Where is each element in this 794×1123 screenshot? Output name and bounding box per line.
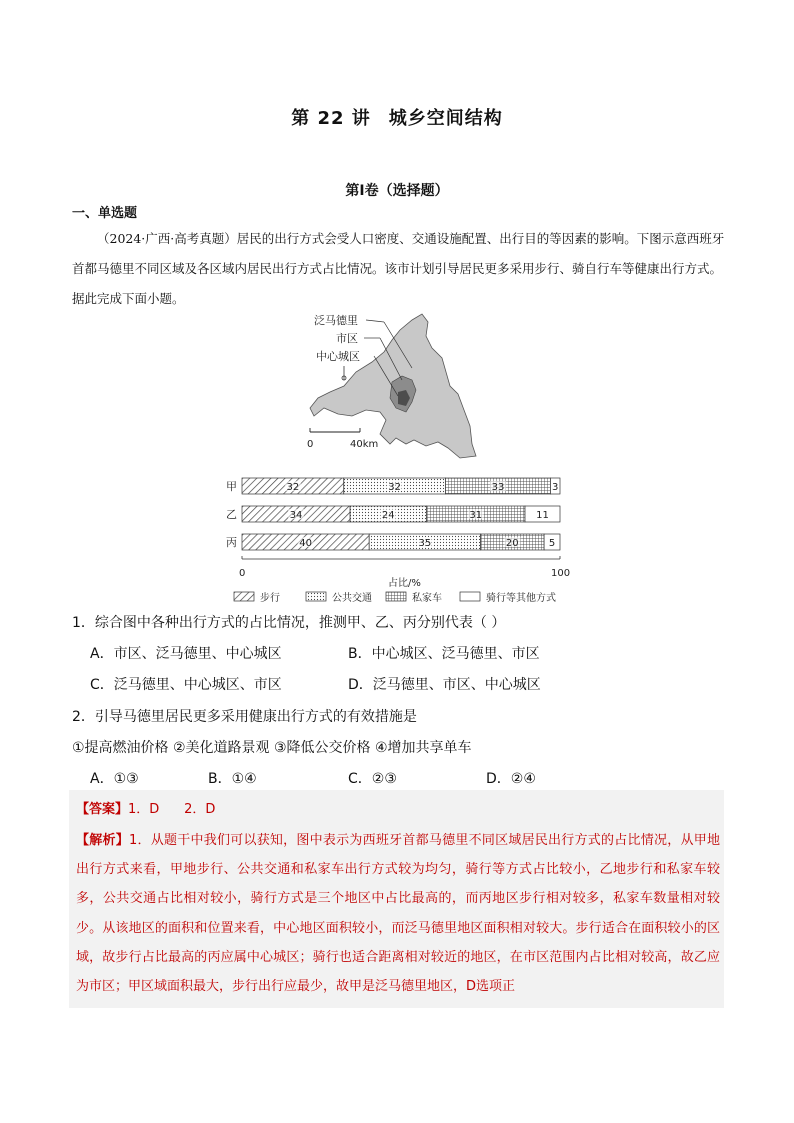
question-intro: （2024·广西·高考真题）居民的出行方式会受人口密度、交通设施配置、出行目的等因素的影响。下图示意西班牙首都马德里不同区域及各区域内居民出行方式占比情况。该市计划引导居民更多采用步行、骑自行车等健康出行方式。据此完成下面小题。 [72, 231, 725, 306]
page-title [0, 104, 794, 130]
section-heading: 一、单选题 [72, 206, 138, 221]
data-label-2-1: 35 [418, 538, 432, 549]
legend-swatch-3 [460, 592, 480, 601]
q2-option-a[interactable]: A．①③ [90, 771, 139, 787]
lecture-title: 城乡空间结构 [388, 108, 503, 129]
answer-line [76, 798, 215, 817]
data-label-2-3: 5 [548, 538, 556, 549]
legend-label-0: 步行 [260, 593, 280, 604]
data-label-1-3: 11 [536, 510, 549, 521]
data-label-1-1: 24 [381, 510, 395, 521]
q2-option-b[interactable]: B．①④ [208, 771, 257, 787]
data-label-0-3: 3 [552, 482, 559, 493]
legend-label-2: 私家车 [412, 593, 442, 604]
legend-swatch-2 [386, 592, 406, 601]
q2-option-c[interactable]: C．②③ [348, 771, 397, 787]
q1-option-c[interactable]: C．泛马德里、中心城区、市区 [90, 677, 282, 693]
scale-zero: 0 [307, 439, 314, 450]
legend-swatch-0 [234, 592, 254, 601]
data-label-0-2: 33 [491, 482, 505, 493]
madrid-map [300, 308, 500, 468]
question-2-stem: 2．引导马德里居民更多采用健康出行方式的有效措施是 [72, 709, 417, 725]
data-label-0-0: 32 [286, 482, 300, 493]
question-1-stem: 1．综合图中各种出行方式的占比情况，推测甲、乙、丙分别代表（ ） [72, 615, 506, 631]
q1-option-b[interactable]: B．中心城区、泛马德里、市区 [348, 646, 540, 662]
x-tick-0: 0 [239, 568, 246, 579]
answer-tag: 【答案】 [76, 802, 129, 817]
map-label-city: 市区 [336, 332, 358, 345]
category-label-1: 乙 [226, 508, 237, 521]
volume-heading: 第I卷（选择题） [345, 183, 449, 199]
legend-swatch-1 [306, 592, 326, 601]
x-tick-100: 100 [551, 568, 571, 579]
q1-option-a[interactable]: A．市区、泛马德里、中心城区 [90, 646, 282, 662]
map-label-greater-madrid: 泛马德里 [314, 314, 358, 327]
data-label-1-2: 31 [469, 510, 483, 521]
map-label-center: 中心城区 [316, 350, 360, 363]
data-label-1-0: 34 [289, 510, 303, 521]
category-label-0: 甲 [226, 480, 237, 493]
analysis-text: 1．从题干中我们可以获知，图中表示为西班牙首都马德里不同区域居民出行方式的占比情况，从甲地出行方式来看，甲地步行、公共交通和私家车出行方式较为均匀，骑行等方式占比较小，乙地步行和私家车较多，公共交通占比相对较小，骑行方式是三个地区中占比最高的，而丙地区步行相对较多，私家车数量相对较少。从该地区的面积和位置来看，中心地区面积较小，而泛马德里地区面积相对较大。步行适合在面积较小的区域，故步行占比最高的丙应属中心城区；骑行也适合距离相对较近的地区，在市区范围内占比相对较高，故乙应为市区；甲区域面积最大，步行出行应最少，故甲是泛马德里地区，D选项正 [76, 833, 720, 995]
legend-label-1: 公共交通 [332, 593, 372, 604]
analysis-block [76, 826, 720, 1001]
q1-option-d[interactable]: D．泛马德里、市区、中心城区 [348, 677, 541, 693]
x-axis-label: 占比/% [388, 578, 421, 589]
data-label-2-2: 20 [505, 538, 519, 549]
travel-mode-chart [220, 472, 590, 610]
lecture-number: 第 22 讲 [291, 108, 371, 129]
q2-option-d[interactable]: D．②④ [486, 771, 536, 787]
scale-length: 40km [350, 439, 379, 450]
legend-label-3: 骑行等其他方式 [486, 593, 556, 604]
category-label-2: 丙 [226, 536, 237, 549]
data-label-2-0: 40 [299, 538, 312, 549]
data-label-0-1: 32 [388, 482, 402, 493]
answer-text: 1．D 2．D [128, 802, 216, 817]
analysis-tag: 【解析】 [76, 833, 129, 848]
question-2-measures: ①提高燃油价格 ②美化道路景观 ③降低公交价格 ④增加共享单车 [72, 740, 472, 756]
